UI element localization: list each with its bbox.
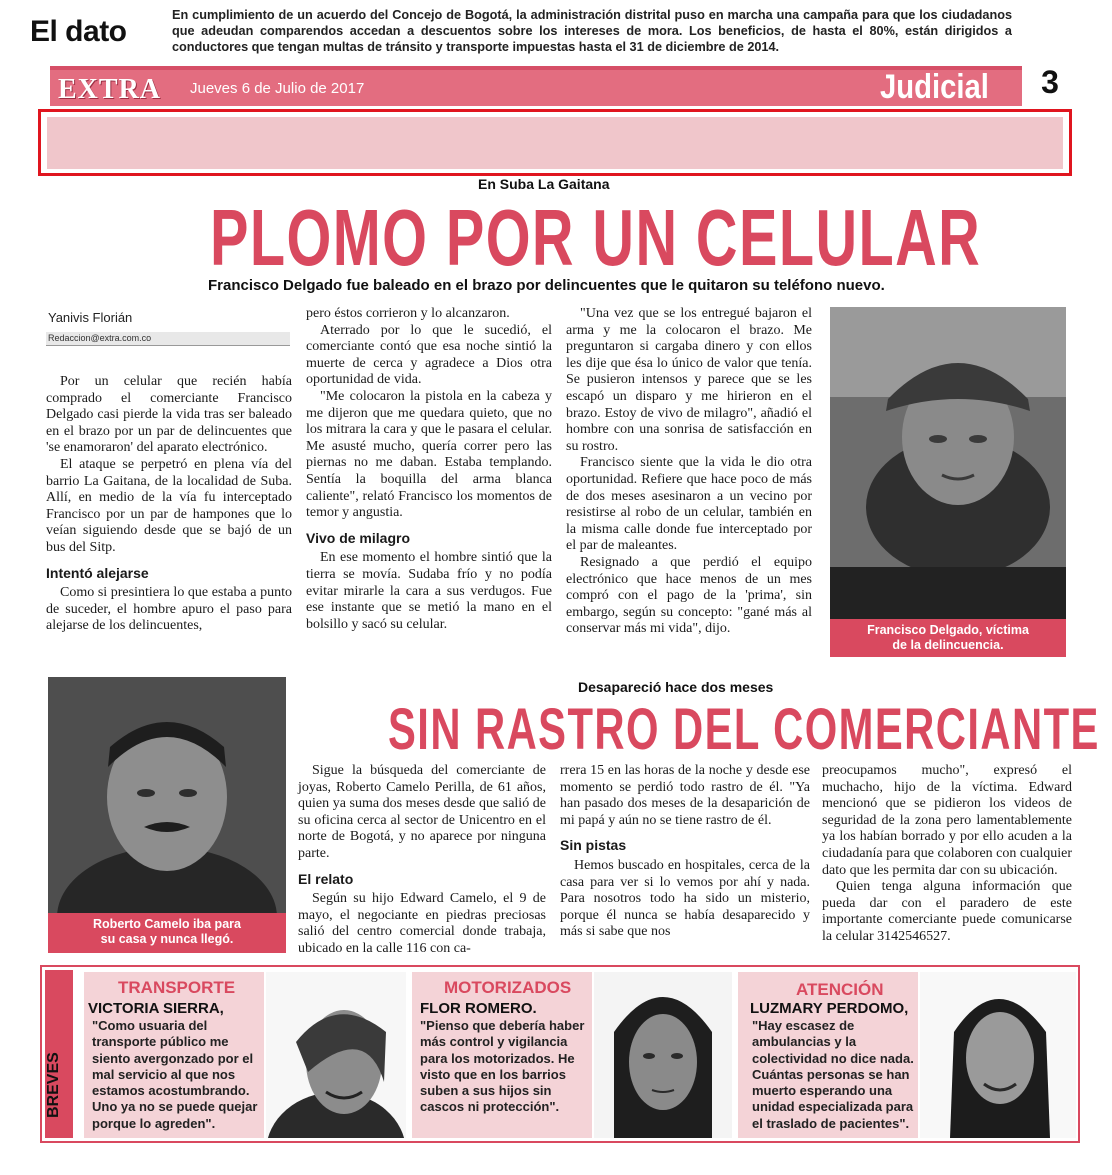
- subheading: Sin pistas: [560, 837, 627, 854]
- article1-column-2: [306, 306, 552, 633]
- breve-quote: "Como usuaria del transporte público me siento avergonzado por el mal servicio al que nos estamos acostumbrando. Uno ya no se puede quejar porque lo agreden".: [92, 1018, 258, 1131]
- article2-headline: SIN RASTRO DEL COMERCIANTE: [388, 697, 1100, 762]
- paragraph: Quien tenga alguna información que pueda dar con el paradero de este importante comerciante puede comunicarse la celular 3142546527.: [822, 879, 1072, 944]
- dato-label: El dato: [30, 15, 127, 48]
- paragraph: En ese momento el hombre sintió que la tierra se movía. Sudaba frío y no podía evitar mirarle la cara a sus verdugos. Fue ese instante que se metió la mano en el bolsillo y sacó su celular.: [306, 550, 552, 632]
- article2-kicker: Desapareció hace dos meses: [578, 679, 774, 695]
- paragraph: Resignado a que perdió el equipo electrónico que hace menos de un mes compró con el pago de la 'prima', sin embargo, según su concepto: "gané más al conservar más mi vida", dijo.: [566, 554, 812, 637]
- article1-headline: PLOMO POR UN CELULAR: [210, 193, 982, 282]
- paragraph: rrera 15 en las horas de la noche y desde ese momento se perdió todo rastro de él. "Ya han pasado dos meses de la desaparición de mi papá y aún no se tiene rastro de él.: [560, 763, 810, 828]
- byline: Yanivis Florián: [48, 310, 133, 325]
- dato-background: [47, 117, 1063, 169]
- breve-name: VICTORIA SIERRA,: [88, 1000, 224, 1017]
- article1-subhead: Francisco Delgado fue baleado en el brazo por delincuentes que le quitaron su teléfono nuevo.: [208, 277, 885, 294]
- breve-quote: "Hay escasez de ambulancias y la colectividad no dice nada. Cuántas personas se han muerto esperando una unidad especializada para el traslado de pacientes".: [752, 1018, 914, 1131]
- paragraph: El ataque se perpetró en plena vía del barrio La Gaitana, de la localidad de Suba. Allí, en medio de la vía fu interceptado Francisco por un par de hampones que lo veían siguiendo desde que se bajó de un bus del Sitp.: [46, 456, 292, 555]
- caption-line: de la delincuencia.: [892, 638, 1004, 652]
- portrait-illustration: [266, 972, 406, 1138]
- photo-caption-francisco: [830, 619, 1066, 657]
- extra-logo: EXTRA: [58, 74, 162, 105]
- portrait-illustration: [920, 972, 1076, 1138]
- paragraph: preocupamos mucho", expresó el muchacho, hijo de la víctima. Edward mencionó que se pidieron los videos de seguridad de la zona pero lamentablemente ya los habían borrado y por ello acuden a la ciudadanía para que colaboren con cualquier dato que les permita dar con su ubicación.: [822, 763, 1072, 878]
- article2-column-3: [822, 763, 1072, 946]
- paragraph: "Una vez que se los entregué bajaron el arma y me la colocaron el brazo. Me preguntaron si cargaba dinero y con ellos les dije que ésa lo único de valor que tenía. Se pusieron intensos y parece que se les escapó un disparo y me hirieron en el brazo. Estoy de vivo de milagro", añadió el hombre con una sonrisa de satisfacción en su rostro.: [566, 306, 812, 454]
- photo-roberto-camelo: [48, 677, 286, 913]
- article2-column-1: [298, 763, 546, 958]
- paragraph: Por un celular que recién había comprado el comerciante Francisco Delgado casi pierde la vida tras ser baleado en el brazo por un par de delincuentes que 'se enamoraron' del aparato electrónico.: [46, 374, 292, 456]
- photo-luzmary-perdomo: [920, 972, 1076, 1138]
- paragraph: Aterrado por lo que le sucedió, el comerciante contó que esa noche sintió la muerte de cerca y agradece a Dios otra oportunidad de vida.: [306, 322, 552, 388]
- page-number: 3: [1041, 64, 1059, 100]
- paragraph: Hemos buscado en hospitales, cerca de la casa para ver si lo vemos por ahí y nada. Para nosotros todo ha sido un misterio, porque él nunca se había desaparecido y más si sabe que nos: [560, 857, 810, 940]
- article2-column-2: [560, 763, 810, 941]
- paragraph: Según su hijo Edward Camelo, el 9 de mayo, el negociante en piedras preciosas salió del centro comercial donde trabaja, ubicado en la calle 116 con ca-: [298, 891, 546, 956]
- breve-tag: ATENCIÓN: [796, 980, 884, 999]
- paragraph: pero éstos corrieron y lo alcanzaron.: [306, 306, 510, 321]
- subheading: Vivo de milagro: [306, 529, 410, 546]
- photo-francisco-delgado: [830, 307, 1066, 619]
- breve-name: LUZMARY PERDOMO,: [750, 1000, 909, 1017]
- masthead-strip: [50, 66, 1022, 70]
- photo-flor-romero: [594, 972, 732, 1138]
- photo-caption-roberto: [48, 913, 286, 953]
- breve-tag: MOTORIZADOS: [444, 978, 572, 997]
- portrait-illustration: [830, 307, 1066, 619]
- email-strip: [46, 332, 290, 346]
- breve-quote: "Pienso que debería haber más control y vigilancia para los motorizados. He visto que en los barrios suben a sus hijos sin cascos ni protección".: [420, 1018, 585, 1115]
- byline-email: Redaccion@extra.com.co: [48, 333, 152, 343]
- subheading: Intentó alejarse: [46, 564, 149, 581]
- paragraph: Francisco siente que la vida le dio otra oportunidad. Refiere que hace poco de más de dos meses asesinaron a un vecino por resistirse al robo de un celular, también en la misma calle donde fue interceptado por el par de maleantes.: [566, 455, 812, 554]
- caption-line: Roberto Camelo iba para: [93, 917, 241, 931]
- paragraph: "Me colocaron la pistola en la cabeza y me dijeron que me quedara quieto, que no los mitrara la cara y que le pasara el celular. Me asusté mucho, quería correr pero las piernas no me daban. Estaba templando. Sentía la boquilla del arma blanca caliente", relató Francisco los momentos de temor y angustia.: [306, 388, 552, 521]
- breve-name: FLOR ROMERO.: [420, 1000, 537, 1017]
- article1-column-3: [566, 306, 812, 638]
- portrait-illustration: [594, 972, 732, 1138]
- caption-line: Francisco Delgado, víctima: [867, 623, 1029, 637]
- subheading: El relato: [298, 870, 354, 887]
- article1-kicker: En Suba La Gaitana: [478, 176, 610, 192]
- caption-line: su casa y nunca llegó.: [100, 932, 234, 946]
- portrait-illustration: [48, 677, 286, 913]
- issue-date: Jueves 6 de Julio de 2017: [190, 80, 365, 97]
- article1-column-1: [46, 374, 292, 635]
- dato-box: [38, 109, 1072, 176]
- photo-victoria-sierra: [266, 972, 406, 1138]
- paragraph: Como si presintiera lo que estaba a punto de suceder, el hombre apuro el paso para alejarse de los delincuentes,: [46, 585, 292, 634]
- breve-tag: TRANSPORTE: [118, 978, 236, 997]
- breves-label: [45, 1090, 73, 1118]
- dato-text: En cumplimiento de un acuerdo del Concejo de Bogotá, la administración distrital puso en marcha una campaña para que los ciudadanos que adeudan comparendos accedan a descuentos sobre los intereses de mora. Los beneficios, de hasta el 80%, están dirigidos a conductores que tengan multas de tránsito y transporte impuestas hasta el 31 de diciembre de 2014.: [172, 8, 1012, 54]
- paragraph: Sigue la búsqueda del comerciante de joyas, Roberto Camelo Perilla, de 61 años, quien ya suma dos meses desde que salió de su oficina cerca al sector de Unicentro en el norte de Bogotá, y no aparece por ninguna parte.: [298, 763, 546, 861]
- section-name: Judicial: [880, 68, 989, 106]
